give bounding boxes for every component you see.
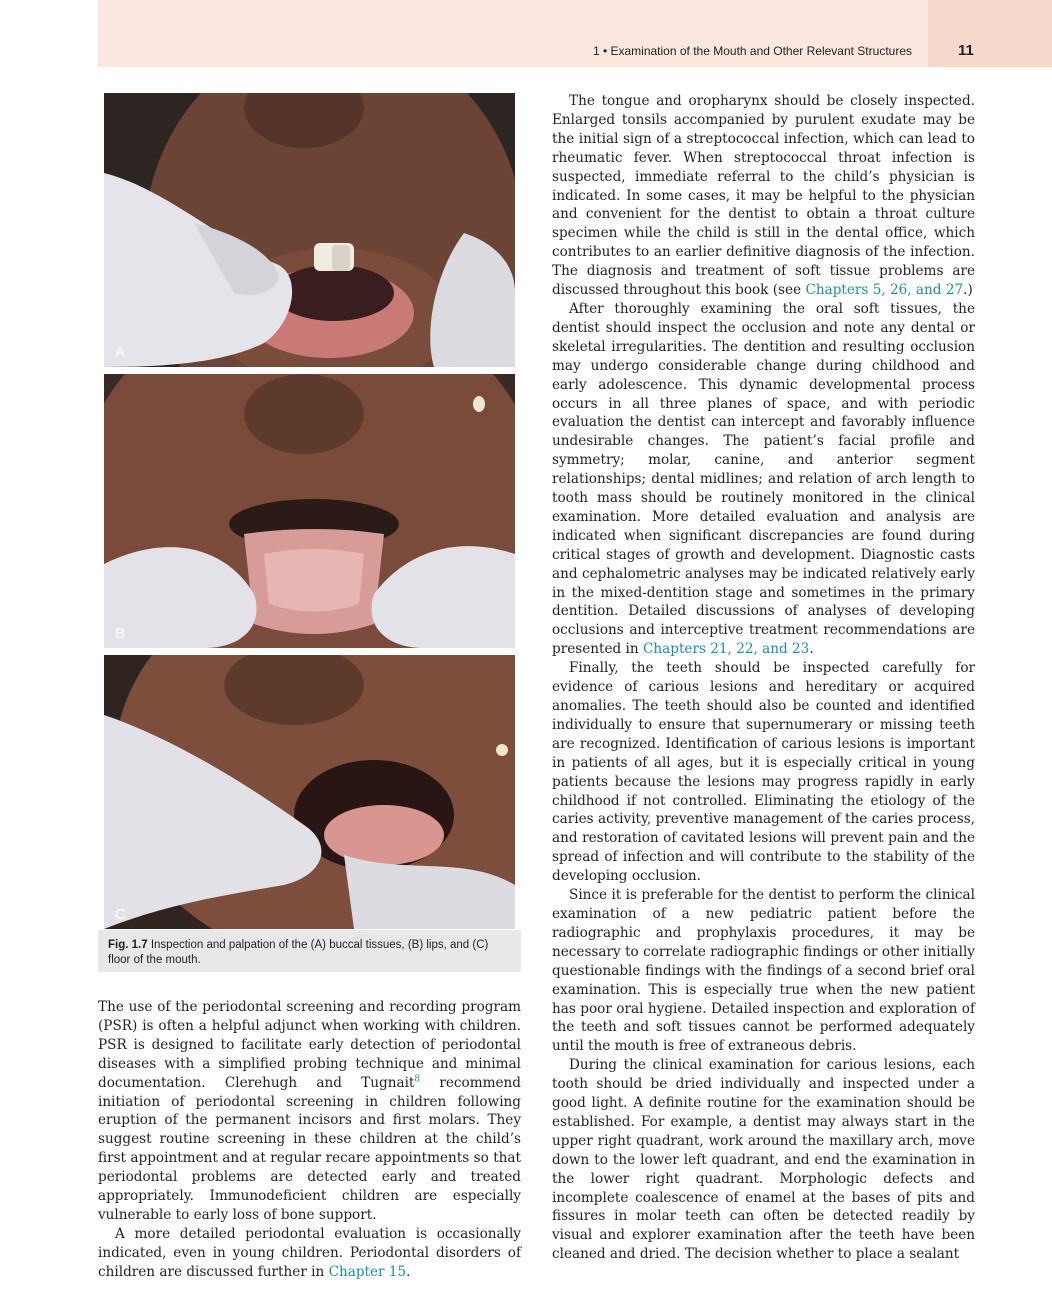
figure-caption xyxy=(98,930,521,972)
paragraph-text: The tongue and oropharynx should be closely inspected. Enlarged tonsils accompanied by purulent exudate may be the initial sign of a streptococcal infection, which can lead to rheumatic fever. When streptococcal throat infection is suspected, immediate referral to the child’s physician is indicated. In some cases, it may be helpful to the physician and convenient for the dentist to obtain a throat culture specimen while the child is still in the dental office, which contributes to an earlier definitive diagnosis of the infection. The diagnosis and treatment of soft tissue problems are discussed throughout this book (see xyxy=(552,93,975,299)
paragraph-text: recommend initiation of periodontal screening in children following eruption of the permanent incisors and first molars. They suggest routine screening in these children at the child’s first appointment and at regular recare appointments so that periodontal problems are detected early and treated appropriately. Immunodeficient children are especially vulnerable to early loss of bone support. xyxy=(98,1074,521,1223)
figure-panel-c xyxy=(104,655,515,929)
paragraph-teeth: Finally, the teeth should be inspected carefully for evidence of carious lesions and hereditary or acquired anomalies. The teeth should also be counted and identified individually to ensure that supernumerary or missing teeth are recognized. Identification of carious lesions is important in patients of all ages, but it is especially critical in young patients because the lesions may progress rapidly in early childhood if not controlled. Eliminating the etiology of the caries activity, preventive management of the caries process, and restoration of cavitated lesions will prevent pain and the spread of infection and will contribute to the stability of the developing occlusion. xyxy=(552,660,975,885)
caption-label: Fig. 1.7 xyxy=(108,939,148,951)
paragraph-text: . xyxy=(406,1263,411,1280)
left-column xyxy=(98,998,521,1282)
photo-lips-icon xyxy=(104,374,515,648)
chapter-link[interactable]: Chapters 21, 22, and 23 xyxy=(642,641,810,658)
panel-letter-c: C xyxy=(115,906,126,923)
caption-text: Inspection and palpation of the (A) buccal tissues, (B) lips, and (C) floor of the mouth. xyxy=(108,939,489,966)
reference-link[interactable]: 8 xyxy=(414,1074,421,1085)
paragraph-text: The use of the periodontal screening and recording program (PSR) is often a helpful adjunct when working with children. PSR is designed to facilitate early detection of periodontal diseases with a simplified probing technique and minimal documentation. Clerehugh and Tugnait xyxy=(98,999,521,1091)
paragraph-occlusion xyxy=(552,300,975,659)
panel-letter-a: A xyxy=(115,344,126,361)
paragraph-periodontal xyxy=(98,1225,521,1282)
right-column xyxy=(552,92,975,1264)
chapter-link[interactable]: Chapters 5, 26, and 27 xyxy=(805,282,964,299)
paragraph-carious-lesions: During the clinical examination for carious lesions, each tooth should be dried individually and inspected under a good light. A definite routine for the examination should be established. For example, a dentist may always start in the upper right quadrant, work around the maxillary arch, move down to the lower left quadrant, and end the examination in the lower right quadrant. Morphologic defects and incomplete coalescence of enamel at the bases of pits and fissures in molar teeth can often be detected readily by visual and explorer examination after the teeth have been cleaned and dried. The decision whether to place a sealant xyxy=(552,1057,975,1263)
chapter-link[interactable]: Chapter 15 xyxy=(328,1263,407,1280)
paragraph-text: . xyxy=(809,641,814,658)
figure-panel-a xyxy=(104,93,515,367)
paragraph-tongue xyxy=(552,92,975,300)
running-head: 1 • Examination of the Mouth and Other Relevant Structures xyxy=(592,44,912,58)
paragraph-clinical-exam: Since it is preferable for the dentist to perform the clinical examination of a new pediatric patient before the radiographic and prophylaxis procedures, it may be necessary to correlate radiographic findings or other initially questionable findings with the findings of a second brief oral examination. This is especially true when the new patient has poor oral hygiene. Detailed inspection and exploration of the teeth and soft tissues cannot be performed adequately until the mouth is free of extraneous debris. xyxy=(552,887,975,1055)
paragraph-psr xyxy=(98,998,521,1225)
photo-buccal-tissues-icon xyxy=(104,93,515,367)
panel-letter-b: B xyxy=(115,625,126,642)
paragraph-text: After thoroughly examining the oral soft tissues, the dentist should inspect the occlusion and note any dental or skeletal irregularities. The dentition and resulting occlusion may undergo considerable change during childhood and early adolescence. This dynamic developmental process occurs in all three planes of space, and with periodic evaluation the dentist can intercept and favorably influence undesirable changes. The patient’s facial profile and symmetry; molar, canine, and anterior segment relationships; dental midlines; and relation of arch length to tooth mass should be routinely monitored in the clinical examination. More detailed evaluation and analysis are indicated when significant discrepancies are found during critical stages of growth and development. Diagnostic casts and cephalometric analyses may be indicated relatively early in the mixed-dentition stage and sometimes in the primary dentition. Detailed discussions of analyses of developing occlusions and interceptive treatment recommendations are presented in xyxy=(552,300,975,658)
page-number-tab xyxy=(928,0,1052,67)
paragraph-text: A more detailed periodontal evaluation is occasionally indicated, even in young children. Periodontal disorders of children are discussed further in xyxy=(98,1225,521,1280)
figure-panel-b xyxy=(104,374,515,648)
paragraph-text: .) xyxy=(963,282,973,299)
photo-floor-of-mouth-icon xyxy=(104,655,515,929)
page-number: 11 xyxy=(958,42,974,59)
